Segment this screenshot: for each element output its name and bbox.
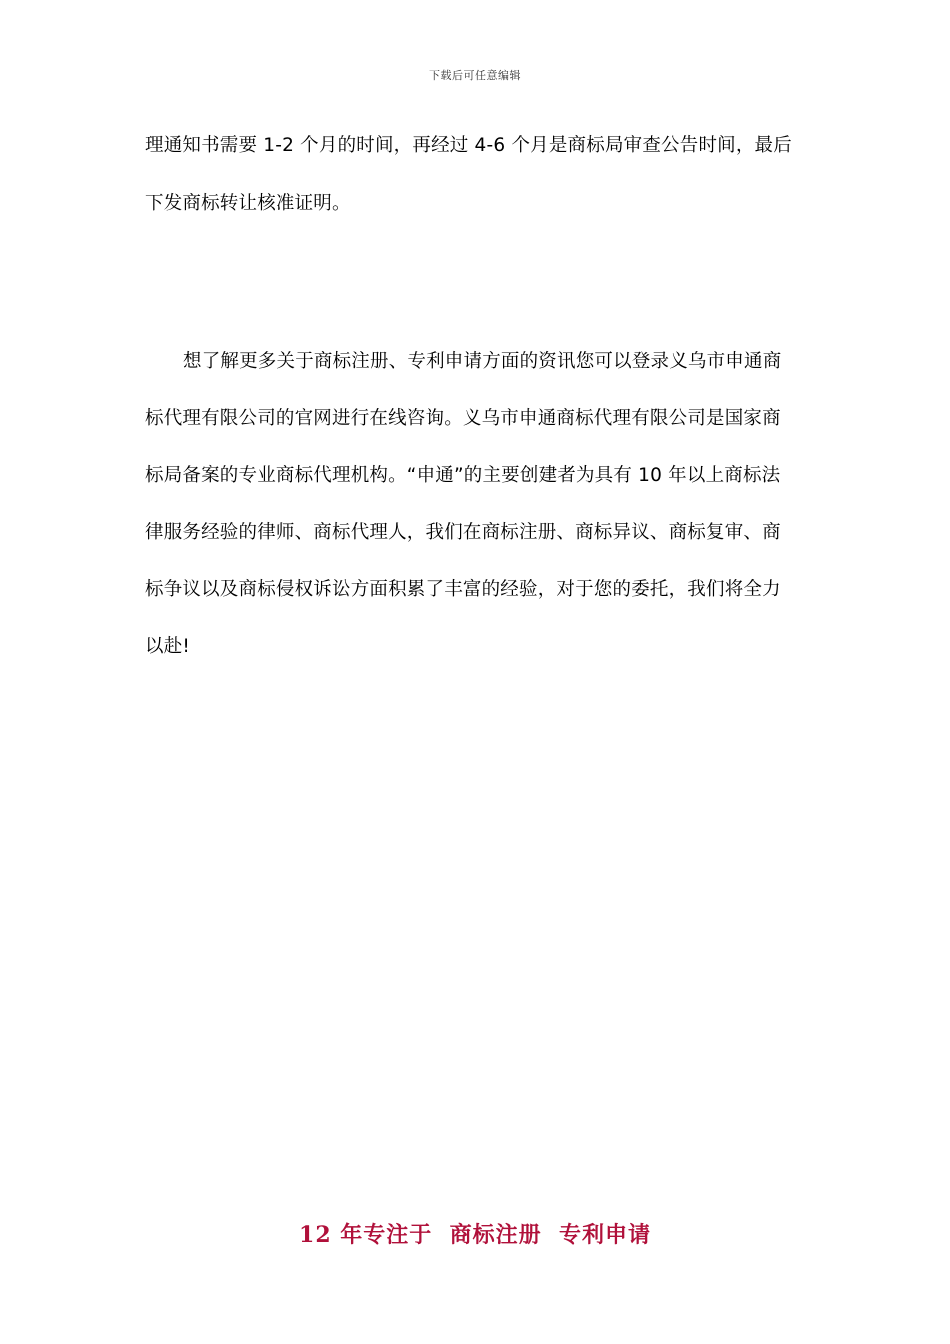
- text-line: 以赴!: [145, 636, 191, 657]
- text-line: 标代理有限公司的官网进行在线咨询。义乌市申通商标代理有限公司是国家商: [145, 408, 781, 429]
- text-line: 下发商标转让核准证明。: [145, 193, 351, 214]
- text-line: 标局备案的专业商标代理机构。“申通”的主要创建者为具有 10 年以上商标法: [145, 465, 781, 486]
- text-line: 理通知书需要 1-2 个月的时间，再经过 4-6 个月是商标局审查公告时间，最后: [145, 135, 792, 156]
- header-note: 下载后可任意编辑: [429, 69, 521, 82]
- text-line: 标争议以及商标侵权诉讼方面积累了丰富的经验，对于您的委托，我们将全力: [145, 579, 781, 600]
- text-line: 律服务经验的律师、商标代理人，我们在商标注册、商标异议、商标复审、商: [145, 522, 781, 543]
- footer-slogan: 12 年专注于 商标注册 专利申请: [299, 1222, 651, 1248]
- text-line: 想了解更多关于商标注册、专利申请方面的资讯您可以登录义乌市申通商: [183, 351, 782, 372]
